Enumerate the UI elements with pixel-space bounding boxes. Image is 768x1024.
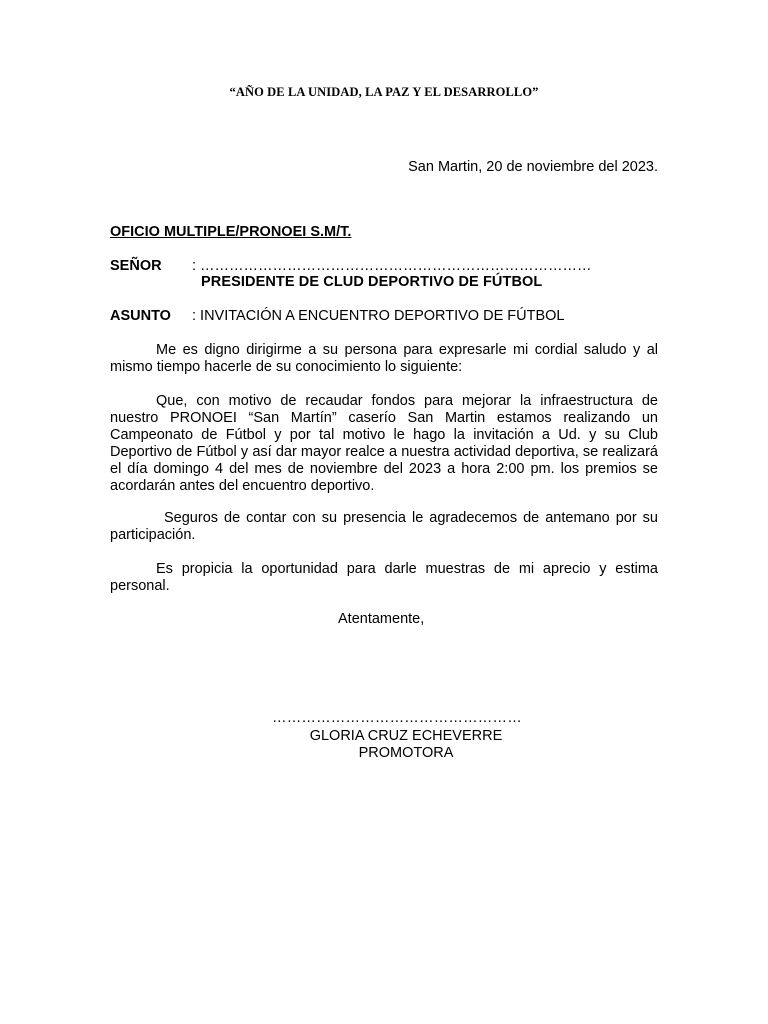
subject-text: : INVITACIÓN A ENCUENTRO DEPORTIVO DE FÚTBOL (192, 308, 565, 324)
body-paragraph-3: Seguros de contar con su presencia le agradecemos de antemano por su participación. (110, 510, 658, 543)
document-reference: OFICIO MULTIPLE/PRONOEI S.M/T. (110, 224, 352, 240)
date-line: San Martin, 20 de noviembre del 2023. (408, 159, 658, 175)
signatory-role: PROMOTORA (358, 745, 454, 761)
closing-text: Atentamente, (338, 611, 425, 627)
body-paragraph-2: Que, con motivo de recaudar fondos para mejorar la infraestructura de nuestro PRONOEI “San Martín” caserío San Martin estamos realizando un Campeonato de Fútbol y por tal motivo le hago la invitación a Ud. y su Club Deportivo de Fútbol y así dar mayor realce a nuestra actividad deportiva, se realizará el día domingo 4 del mes de noviembre del 2023 a hora 2:00 pm. los premios se acordarán antes del encuentro deportivo. (110, 393, 658, 494)
recipient-name: PRESIDENTE DE CLUD DEPORTIVO DE FÚTBOL (201, 274, 543, 290)
recipient-label: SEÑOR (110, 258, 162, 274)
motto-heading: “AÑO DE LA UNIDAD, LA PAZ Y EL DESARROLLO” (229, 85, 539, 99)
signature-line: …………………………………………… (272, 710, 522, 726)
subject-label: ASUNTO (110, 308, 171, 324)
body-paragraph-4: Es propicia la oportunidad para darle muestras de mi aprecio y estima personal. (110, 561, 658, 594)
recipient-row (110, 258, 658, 274)
recipient-dots: : ……………………………………………………………………… (192, 258, 592, 274)
subject-row (110, 308, 658, 324)
body-paragraph-1: Me es digno dirigirme a su persona para expresarle mi cordial saludo y al mismo tiempo hacerle de su conocimiento lo siguiente: (110, 342, 658, 375)
signatory-name: GLORIA CRUZ ECHEVERRE (309, 728, 503, 744)
